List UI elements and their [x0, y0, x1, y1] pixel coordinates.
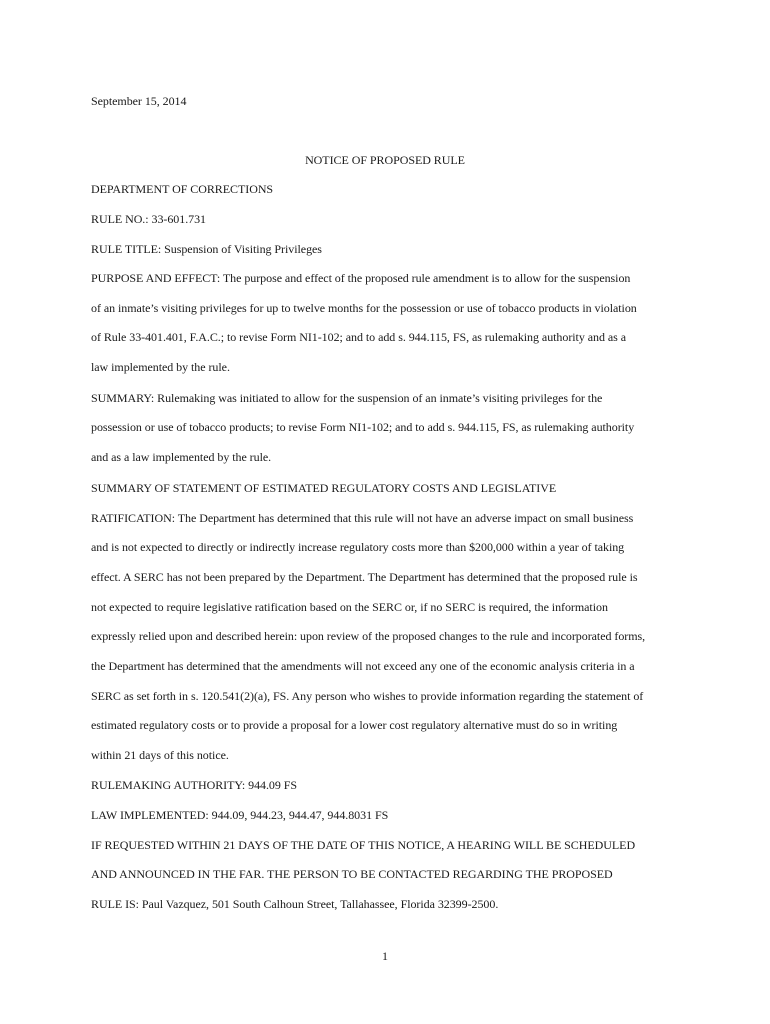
- law-implemented-line: LAW IMPLEMENTED: 944.09, 944.23, 944.47, 944.8031 FS: [91, 808, 389, 822]
- document-date: September 15, 2014: [91, 94, 187, 108]
- rule-number-line: RULE NO.: 33-601.731: [91, 212, 206, 226]
- page-number: 1: [382, 949, 388, 963]
- document-heading: NOTICE OF PROPOSED RULE: [305, 153, 465, 167]
- department-line: DEPARTMENT OF CORRECTIONS: [91, 182, 274, 196]
- purpose-line-1: PURPOSE AND EFFECT: The purpose and effect of the proposed rule amendment is to allow for the suspension: [91, 271, 631, 285]
- serc-line-3: and is not expected to directly or indirectly increase regulatory costs more than $200,000 within a year of taking: [91, 540, 625, 554]
- serc-line-5: not expected to require legislative ratification based on the SERC or, if no SERC is required, the information: [91, 600, 608, 614]
- purpose-line-2: of an inmate’s visiting privileges for up to twelve months for the possession or use of tobacco products in violation: [91, 301, 637, 315]
- serc-line-9: estimated regulatory costs or to provide a proposal for a lower cost regulatory alternative must do so in writing: [91, 718, 618, 732]
- summary-line-3: and as a law implemented by the rule.: [91, 450, 272, 464]
- purpose-line-3: of Rule 33-401.401, F.A.C.; to revise Form NI1-102; and to add s. 944.115, FS, as rulemaking authority and as a: [91, 330, 626, 344]
- serc-line-7: the Department has determined that the amendments will not exceed any one of the economic analysis criteria in a: [91, 659, 635, 673]
- serc-line-8: SERC as set forth in s. 120.541(2)(a), FS. Any person who wishes to provide information regarding the statement of: [91, 689, 644, 703]
- summary-line-2: possession or use of tobacco products; to revise Form NI1-102; and to add s. 944.115, FS, as rulemaking authority: [91, 420, 635, 434]
- serc-line-4: effect. A SERC has not been prepared by the Department. The Department has determined that the proposed rule is: [91, 570, 638, 584]
- purpose-line-4: law implemented by the rule.: [91, 360, 230, 374]
- contact-line: RULE IS: Paul Vazquez, 501 South Calhoun Street, Tallahassee, Florida 32399-2500.: [91, 897, 499, 911]
- serc-line-10: within 21 days of this notice.: [91, 748, 229, 762]
- hearing-line-1: IF REQUESTED WITHIN 21 DAYS OF THE DATE OF THIS NOTICE, A HEARING WILL BE SCHEDULED: [91, 838, 636, 852]
- rule-title-line: RULE TITLE: Suspension of Visiting Privileges: [91, 242, 322, 256]
- hearing-line-2: AND ANNOUNCED IN THE FAR. THE PERSON TO BE CONTACTED REGARDING THE PROPOSED: [91, 867, 613, 881]
- serc-line-6: expressly relied upon and described herein: upon review of the proposed changes to the rule and incorporated forms,: [91, 629, 646, 643]
- summary-line-1: SUMMARY: Rulemaking was initiated to allow for the suspension of an inmate’s visiting privileges for the: [91, 391, 603, 405]
- rulemaking-authority-line: RULEMAKING AUTHORITY: 944.09 FS: [91, 778, 298, 792]
- serc-line-1: SUMMARY OF STATEMENT OF ESTIMATED REGULATORY COSTS AND LEGISLATIVE: [91, 481, 557, 495]
- serc-line-2: RATIFICATION: The Department has determined that this rule will not have an adverse impact on small business: [91, 511, 634, 525]
